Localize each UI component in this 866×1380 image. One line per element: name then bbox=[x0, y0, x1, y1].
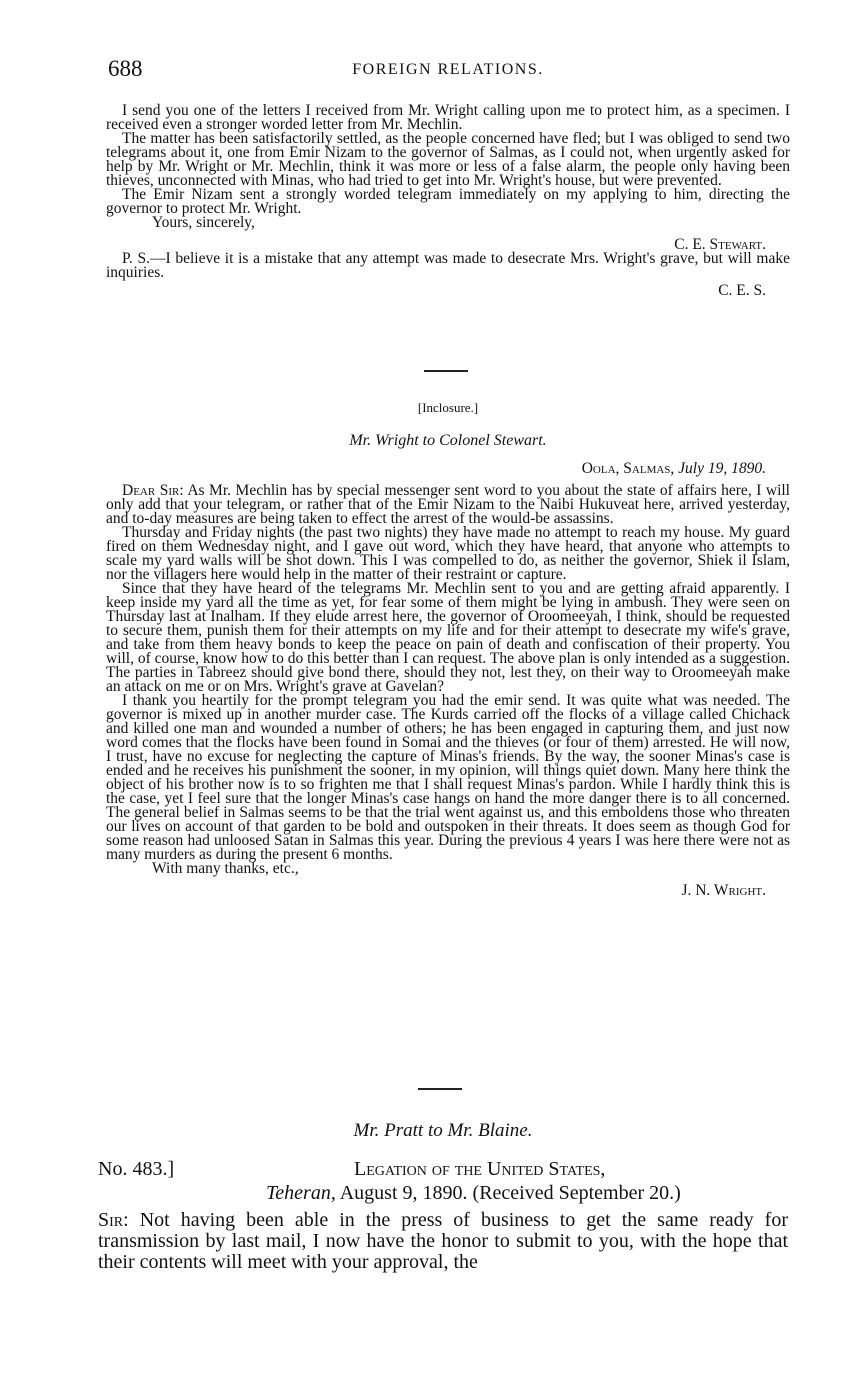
salutation: Sir: bbox=[98, 1209, 129, 1231]
dateline-place: Oola, Salmas, bbox=[581, 460, 675, 477]
paragraph bbox=[106, 484, 790, 526]
postscript: P. S.—I believe it is a mistake that any attempt was made to desecrate Mrs. Wright's grave, but will make inquiries. bbox=[106, 250, 790, 281]
ps-initials: C. E. S. bbox=[718, 282, 766, 299]
signature: C. E. Stewart. bbox=[674, 236, 766, 253]
pratt-letter bbox=[98, 1210, 788, 1273]
paragraph: The matter has been satisfactorily settled, as the people concerned have fled; but I was obliged to send two telegrams about it, one from Emir Nizam to the governor of Salmas, as I could not, when urgently asked for help by Mr. Wright or Mr. Mechlin, think it was more or less of a false alarm, the people only having been thieves, unconnected with Minas, who had tried to get into Mr. Wright's house, but were prevented. bbox=[106, 130, 790, 189]
legation-name: Legation of the United States, bbox=[354, 1158, 606, 1180]
closing: Yours, sincerely, bbox=[152, 214, 255, 231]
wright-letter bbox=[106, 484, 790, 898]
paragraph: Since that they have heard of the telegrams Mr. Mechlin sent to you and are getting afraid apparently. I keep inside my yard all the time as yet, for fear some of them might be lying in ambush. They were seen on Thursday last at Inalham. If they elude arrest here, the governor of Oroomeeyah, I think, should be requested to secure them, punish them for their attempts on my life and for their attempt to desecrate my wife's grave, and take from them heavy bonds to keep the peace on pain of death and confiscation of their property. You will, of course, know how to do this better than I can request. The above plan is only intended as a suggestion. The parties in Tabreez should give bond there, should they not, lest they, on their way to Oroomeeyah make an attack on me or on Mrs. Wright's grave at Gavelan? bbox=[106, 580, 790, 695]
signature: J. N. Wright. bbox=[681, 882, 766, 899]
inclosure-title: Mr. Wright to Colonel Stewart. bbox=[349, 432, 547, 449]
section-divider bbox=[424, 370, 468, 372]
closing: With many thanks, etc., bbox=[152, 860, 299, 877]
despatch-number: No. 483.] bbox=[98, 1158, 175, 1180]
salutation: Dear Sir: bbox=[122, 482, 184, 499]
letter-heading bbox=[98, 1158, 788, 1182]
paragraph: The Emir Nizam sent a strongly worded telegram immediately on my applying to him, directing the governor to protect Mr. Wright. bbox=[106, 186, 790, 217]
stewart-letter bbox=[106, 104, 790, 298]
running-head: FOREIGN RELATIONS. bbox=[352, 61, 544, 78]
paragraph: I thank you heartily for the prompt telegram you had the emir send. It was quite what was needed. The governor is mixed up in another murder case. The Kurds carried off the flocks of a village called Chichack and killed one man and wounded a number of others; he has been engaged in capturing them, and just now word comes that the flocks have been found in Somai and the thieves (or four of them) arrested. He will now, I trust, have no excuse for neglecting the capture of Minas's friends. By the way, the sooner Minas's case is ended and he receives his punishment the sooner, in my opinion, will things quiet down. Many here think the object of his brother now is to so frighten me that I shall request Minas's pardon. While I hardly think this is the case, yet I feel sure that the longer Minas's case hangs on hand the more danger there is to all concerned. The general belief in Salmas seems to be that the trial went against us, and this emboldens those who threaten our lives on account of that garden to be bold and outspoken in their threats. It does seem as though God for some reason had unloosed Satan in Salmas this year. During the previous 4 years I was here there were not as many murders as during the present 6 months. bbox=[106, 692, 790, 863]
paragraph bbox=[98, 1210, 788, 1273]
paragraph: Thursday and Friday nights (the past two nights) they have made no attempt to reach my house. My guard fired on them Wednesday night, and I gave out word, which they have heard, that anyone who attempts to scale my yard walls will be shot down. This I was compelled to do, as neither the governor, Shiek il Islam, nor the villagers here would help in the matter of their restraint or capture. bbox=[106, 524, 790, 583]
received-note: (Received September 20.) bbox=[472, 1182, 681, 1204]
inclosure-label: [Inclosure.] bbox=[417, 400, 479, 415]
paragraph: I send you one of the letters I received from Mr. Wright calling upon me to protect him, as a specimen. I received even a stronger worded letter from Mr. Mechlin. bbox=[106, 102, 790, 133]
dateline-date: July 19, 1890. bbox=[678, 460, 766, 477]
letter-title: Mr. Pratt to Mr. Blaine. bbox=[353, 1120, 533, 1141]
dateline-place: Teheran, bbox=[266, 1182, 336, 1204]
page-number: 688 bbox=[108, 56, 143, 81]
section-divider bbox=[418, 1088, 462, 1090]
paragraph-text: As Mr. Mechlin has by special messenger sent word to you about the state of affairs here, I will only add that your telegram, or rather that of the Emir Nizam to the Naibi Hukuveat here, arrived yesterday, and to-day measures are being taken to effect the arrest of the would-be assassins. bbox=[106, 482, 790, 527]
dateline bbox=[106, 460, 766, 478]
paragraph-text: Not having been able in the press of business to get the same ready for transmission by last mail, I now have the honor to submit to you, with the hope that their contents will meet with your approval, the bbox=[98, 1209, 789, 1273]
dateline-date: August 9, 1890. bbox=[339, 1182, 468, 1204]
page-header bbox=[108, 56, 788, 86]
letter-dateline bbox=[266, 1182, 790, 1205]
